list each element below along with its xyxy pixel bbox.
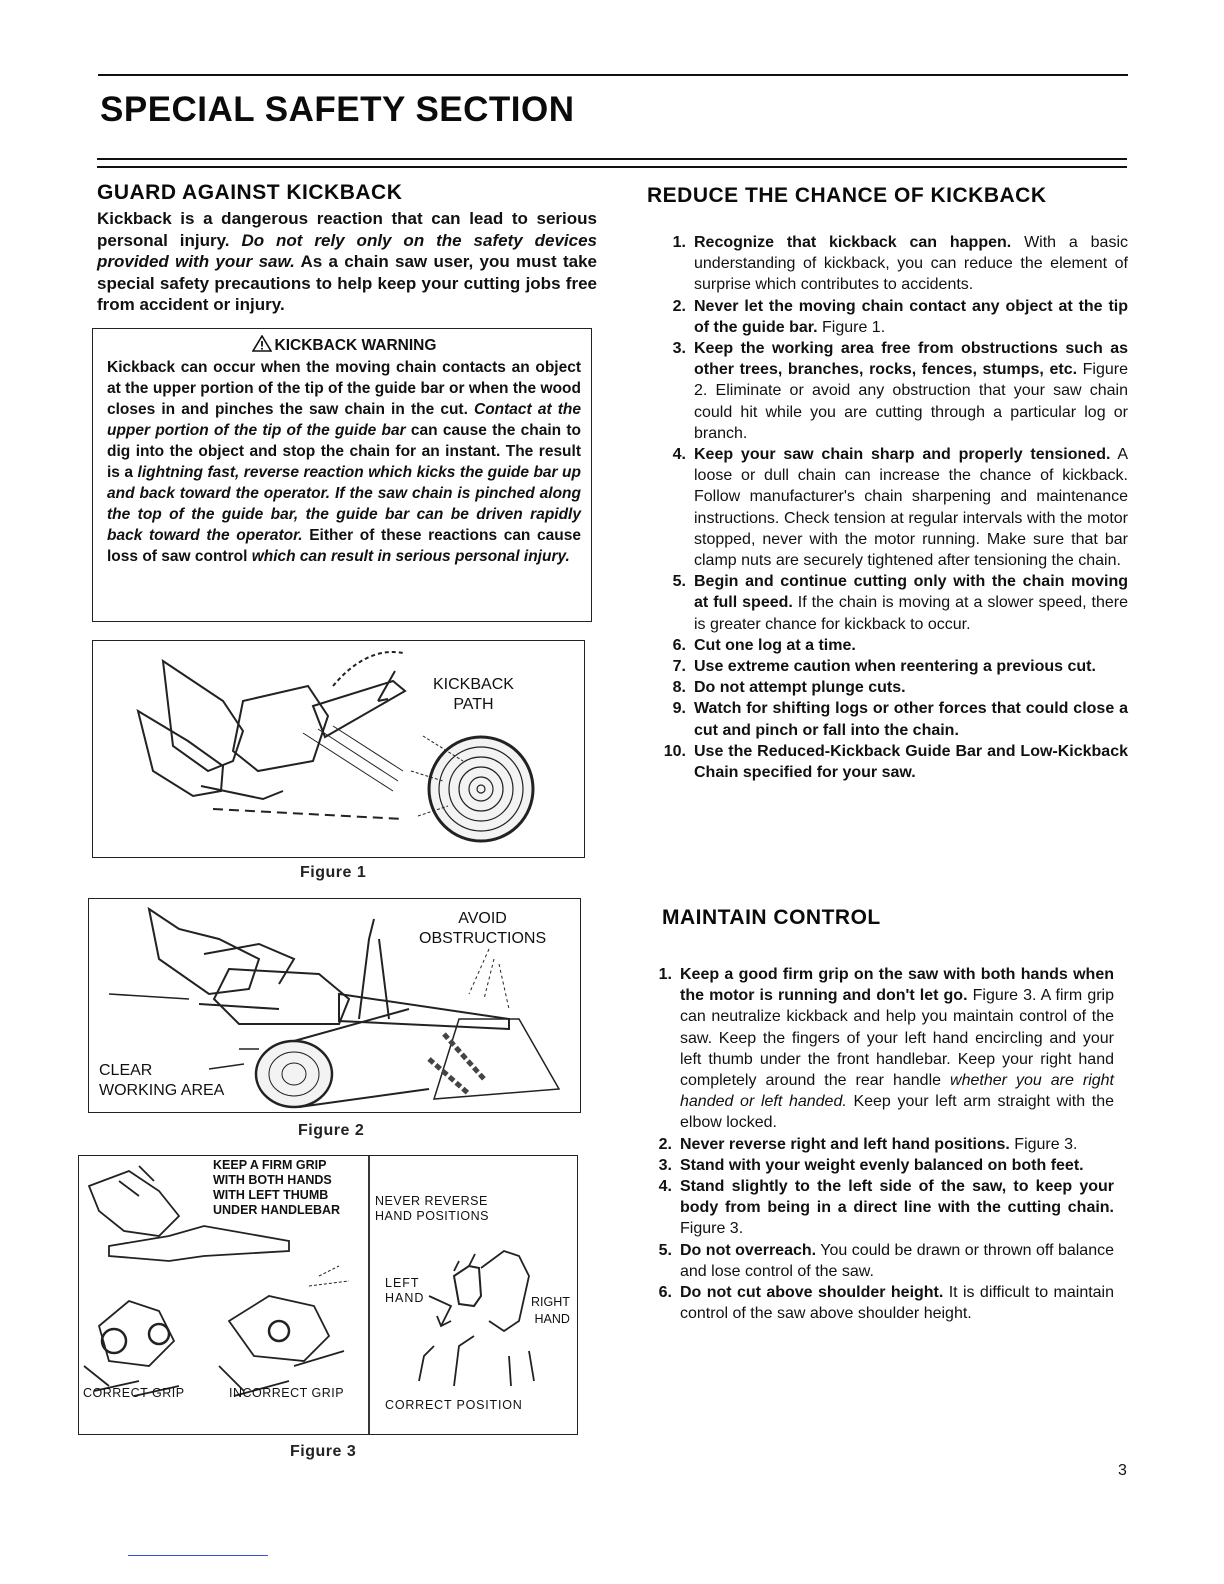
maintain-item-2 [648,1134,1114,1155]
reduce-item-3-bold: Keep the working area free from obstructions such as other trees, branches, rocks, fences, stumps, etc. [694,340,1128,379]
maintain-item-3-bold: Stand with your weight evenly balanced on both feet. [680,1156,1084,1174]
reduce-item-3-number: 3. [672,340,686,358]
kickback-warning-title-text: KICKBACK WARNING [274,337,437,354]
correct-grip-label: CORRECT GRIP [83,1386,185,1400]
warning-part3: can cause the chain to dig into the object and stop the chain for an instant. The result is a [107,422,581,481]
reduce-kickback-list [662,232,1128,783]
reduce-item-4 [662,444,1128,571]
reduce-item-10-bold: Use the Reduced-Kickback Guide Bar and Low-Kickback Chain specified for your saw. [694,742,1128,782]
maintain-heading: MAINTAIN CONTROL [662,906,881,929]
correct-position-label: CORRECT POSITION [385,1398,523,1412]
figure-2-box [88,898,581,1113]
reduce-item-2 [662,296,1128,338]
kickback-path-label-line2: PATH [453,696,494,713]
maintain-item-6-bold: Do not cut above shoulder height. [680,1284,944,1302]
reduce-item-1 [662,232,1128,296]
reduce-item-7 [662,656,1128,677]
keep-grip-line1: KEEP A FIRM GRIP [213,1158,327,1172]
warning-part2: Contact at the upper portion of the tip of the guide bar [107,401,581,439]
reduce-item-5-bold: Begin and continue cutting only with the chain moving at full speed. [694,573,1128,612]
reduce-item-7-number: 7. [672,658,686,676]
reduce-item-1-text: With a basic understanding of kickback, you can reduce the element of surprise which contributes to accidents. [694,234,1129,294]
reduce-item-7-bold: Use extreme caution when reentering a previous cut. [694,658,1096,676]
figure-1-box [92,640,585,858]
guard-intro-part1: Kickback is a dangerous reaction that can lead to serious personal injury. [97,209,597,250]
avoid-label-line2: OBSTRUCTIONS [419,930,547,947]
left-hand-label [385,1276,424,1306]
kickback-path-label [433,675,514,715]
kickback-warning-text [107,357,581,567]
maintain-item-1-bold: Keep a good firm grip on the saw with both hands when the motor is running and don't let go. [680,966,1114,1005]
maintain-item-1-end: Keep your left arm straight with the elbow locked. [680,1093,1114,1132]
right-hand-line1: RIGHT [531,1295,570,1309]
reduce-item-5-text: If the chain is moving at a slower speed, there is greater chance for kickback to occur. [694,594,1129,633]
reduce-item-8-number: 8. [672,679,686,697]
keep-grip-line4: UNDER HANDLEBAR [213,1203,341,1217]
figure-3-caption: Figure 3 [290,1443,357,1460]
keep-grip-line2: WITH BOTH HANDS [213,1173,332,1187]
kickback-path-label-line1: KICKBACK [433,676,514,693]
never-reverse-line2: HAND POSITIONS [375,1209,489,1223]
guard-intro-part3: As a chain saw user, you must take special safety precautions to help keep your cutting jobs free from accident or injury. [97,252,597,314]
maintain-item-6-text: It is difficult to maintain control of the saw above shoulder height. [680,1284,1115,1323]
reduce-item-6 [662,635,1128,656]
reduce-item-4-text: A loose or dull chain can increase the chance of kickback. Follow manufacturer's chain sharpening and maintenance instructions. Check tension at regular intervals with the motor stopped, never with the motor running. Make sure that bar clamp nuts are securely tightened after tensioning the chain. [694,446,1129,570]
maintain-item-1-italic: whether you are right handed or left handed. [680,1072,1114,1111]
kickback-warning-box [92,328,592,622]
maintain-item-6 [648,1282,1114,1324]
clear-label-line2: WORKING AREA [99,1082,225,1099]
figure-2-caption: Figure 2 [298,1122,365,1139]
reduce-item-5 [662,571,1128,635]
incorrect-grip-label: INCORRECT GRIP [229,1386,345,1400]
reduce-item-2-bold: Never let the moving chain contact any object at the tip of the guide bar. [694,297,1128,336]
title-rule-lower [97,166,1127,168]
figure-3-box [78,1155,578,1435]
right-hand-line2: HAND [534,1312,570,1326]
reduce-item-8-bold: Do not attempt plunge cuts. [694,679,906,697]
warning-part5: Either of these reactions can cause loss of saw control [107,527,581,565]
reduce-item-10 [662,741,1128,783]
maintain-item-4-bold: Stand slightly to the left side of the saw, to keep your body from being in a direct line with the cutting chain. [680,1178,1114,1217]
left-hand-line1: LEFT [385,1276,420,1290]
page-title: SPECIAL SAFETY SECTION [100,90,575,129]
maintain-item-5-text: You could be drawn or thrown off balance and lose control of the saw. [680,1241,1115,1280]
warning-triangle-icon [252,335,272,352]
maintain-control-list [648,964,1114,1324]
maintain-item-4-number: 4. [658,1178,672,1196]
guard-heading: GUARD AGAINST KICKBACK [97,181,403,204]
clear-working-area-label [99,1061,224,1101]
maintain-item-2-number: 2. [658,1135,672,1153]
reduce-item-10-number: 10. [663,742,686,760]
guard-intro-part2: Do not rely only on the safety devices provided with your saw. [97,230,597,271]
reduce-item-3-text: Figure 2. Eliminate or avoid any obstruction that your saw chain could hit while you are cutting through a particular log or branch. [694,361,1128,442]
title-rule-upper [97,158,1127,160]
reduce-item-9-bold: Watch for shifting logs or other forces that could close a cut and pinch or fall into the chain. [694,700,1128,739]
avoid-label-line1: AVOID [458,910,507,927]
reduce-item-4-bold: Keep your saw chain sharp and properly tensioned. [694,446,1111,464]
figure-1-caption: Figure 1 [300,864,367,881]
avoid-obstructions-label [419,909,546,949]
clear-label-line1: CLEAR [99,1062,153,1079]
maintain-item-1 [648,964,1114,1134]
maintain-item-5-number: 5. [658,1241,672,1259]
warning-part4: lightning fast, reverse reaction which kicks the guide bar up and back toward the operator. If the saw chain is pinched along the top of the guide bar, the guide bar can be driven rapidly back toward the operator. [107,464,581,544]
warning-part6: which can result in serious personal injury. [251,548,570,565]
maintain-item-2-bold: Never reverse right and left hand positions. [680,1135,1010,1153]
reduce-item-2-text: Figure 1. [817,318,886,336]
reduce-item-5-number: 5. [672,573,686,591]
guard-intro [97,208,597,316]
maintain-item-3 [648,1155,1114,1176]
right-hand-label [531,1294,570,1328]
maintain-item-6-number: 6. [658,1284,672,1302]
keep-firm-grip-label [213,1158,340,1218]
maintain-item-1-number: 1. [658,966,672,983]
never-reverse-line1: NEVER REVERSE [375,1194,488,1208]
warning-part1: Kickback can occur when the moving chain contacts an object at the upper portion of the tip of the guide bar or when the wood closes in and pinches the saw chain in the cut. [107,359,581,418]
reduce-item-8 [662,677,1128,698]
kickback-warning-title [107,335,581,356]
reduce-item-3 [662,338,1128,444]
maintain-item-4-text: Figure 3. [680,1220,744,1238]
maintain-item-1-text: Figure 3. A firm grip can neutralize kickback and help you maintain control of the saw. Keep the fingers of your left hand encircling and your left thumb under the front handlebar. Keep your right hand completely around the rear handle [680,987,1115,1090]
kickback-path-illustration [93,641,585,858]
reduce-heading: REDUCE THE CHANCE OF KICKBACK [647,184,1047,207]
footer-line [128,1555,268,1556]
reduce-item-9 [662,698,1128,740]
left-hand-line2: HAND [385,1291,425,1305]
reduce-item-1-bold: Recognize that kickback can happen. [694,234,1012,251]
reduce-item-4-number: 4. [672,446,686,464]
reduce-item-1-number: 1. [672,234,686,251]
reduce-item-6-bold: Cut one log at a time. [694,636,856,654]
maintain-item-5-bold: Do not overreach. [680,1241,817,1259]
maintain-item-4 [648,1176,1114,1240]
never-reverse-label [375,1194,489,1224]
reduce-item-9-number: 9. [672,700,686,718]
keep-grip-line3: WITH LEFT THUMB [213,1188,329,1202]
page-number: 3 [1118,1462,1127,1479]
reduce-item-6-number: 6. [672,636,686,654]
maintain-item-2-text: Figure 3. [1009,1135,1078,1153]
reduce-item-2-number: 2. [672,297,686,315]
maintain-item-5 [648,1240,1114,1282]
top-rule [98,74,1128,76]
maintain-item-3-number: 3. [658,1156,672,1174]
